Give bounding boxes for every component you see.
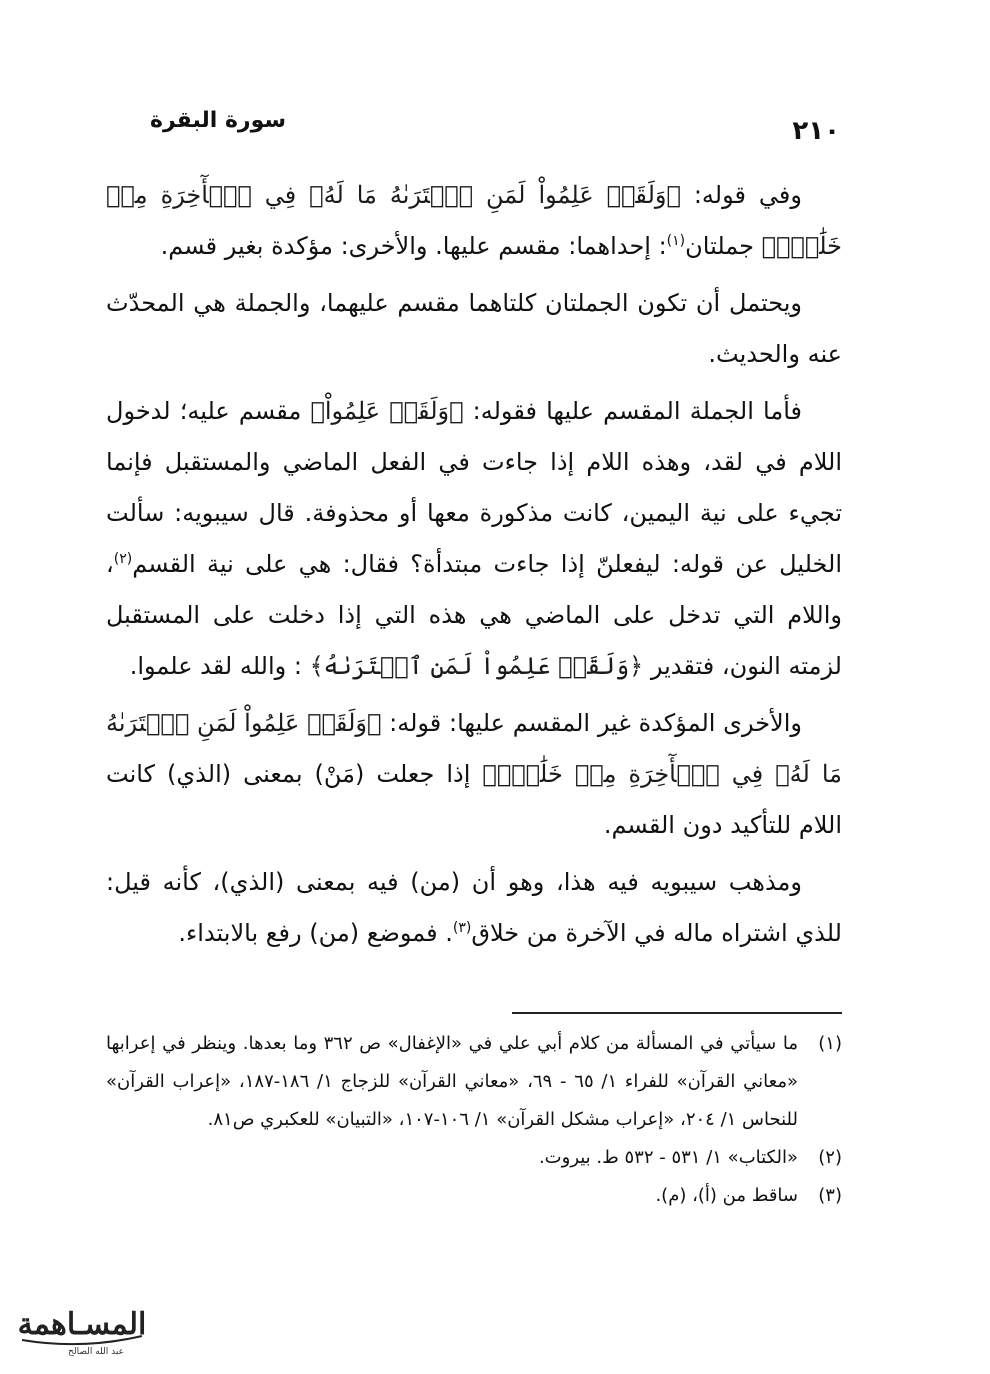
- calligraphy-stamp-logo: [12, 1288, 152, 1358]
- footnote-ref-1[interactable]: (١): [666, 233, 686, 249]
- p1-text-b: : إحداهما: مقسم عليها. والأخرى: مؤكدة بغير قسم.: [160, 232, 667, 260]
- footnote-3: [106, 1177, 842, 1215]
- quran-verse: ﴿وَلَقَدۡ عَلِمُواْ لَمَنِ ٱشۡتَرَىٰهُ مَا لَهُۥ فِي ٱلۡأٓخِرَةِ مِنۡ خَلَٰقٖۚ﴾: [106, 709, 843, 788]
- paragraph-2: ويحتمل أن تكون الجملتان كلتاهما مقسم عليهما، والجملة هي المحدّث عنه والحديث.: [106, 289, 842, 368]
- running-head: [150, 108, 840, 148]
- p3-text-b: مقسم عليه؛ لدخول اللام في لقد، وهذه اللام إذا جاءت في الفعل الماضي والمستقبل فإنما تجيء على نية اليمين، كانت مذكورة معها أو محذوفة. قال سيبويه: سألت الخليل عن قوله: ليفعلنّ إذا جاءت مبتدأة؟ فقال: هي على نية القسم: [106, 397, 842, 578]
- footnote-number: (١): [818, 1033, 842, 1054]
- paragraph-3: [106, 386, 842, 692]
- stamp-text: المسـاهمة: [17, 1307, 147, 1342]
- p5-text-b: . فموضع (من) رفع بالابتداء.: [178, 919, 453, 947]
- footnote-text: ساقط من (أ)، (م).: [655, 1185, 798, 1206]
- stamp-subtext: عبد الله الصالح: [68, 1347, 124, 1357]
- footnote-number: (٢): [818, 1147, 842, 1168]
- footnote-text: «الكتاب» ١/ ٥٣١ - ٥٣٢ ط. بيروت.: [538, 1147, 798, 1168]
- footnote-ref-3[interactable]: (٣): [452, 920, 472, 936]
- p4-text-a: والأخرى المؤكدة غير المقسم عليها: قوله:: [381, 709, 802, 737]
- p5-text-a: ومذهب سيبويه فيه هذا، وهو أن (من) فيه بمعنى (الذي)، كأنه قيل: للذي اشتراه ماله في الآخرة من خلاق: [106, 868, 842, 947]
- footnote-text: ما سيأتي في المسألة من كلام أبي علي في «الإغفال» ص ٣٦٢ وما بعدها. وينظر في إعرابها «معاني القرآن» للفراء ١/ ٦٥ - ٦٩، «معاني القرآن» للزجاج ١/ ١٨٦-١٨٧، «إعراب القرآن» للنحاس ١/ ٢٠٤، «إعراب مشكل القرآن» ١/ ١٠٦-١٠٧، «التبيان» للعكبري ص٨١.: [106, 1033, 798, 1130]
- main-text: [106, 170, 842, 965]
- page-number: ٢١٠: [792, 116, 840, 146]
- footnote-ref-2[interactable]: (٢): [113, 551, 133, 567]
- p4-text-b: إذا جعلت (مَنْ) بمعنى (الذي) كانت اللام للتأكيد دون القسم.: [106, 760, 842, 839]
- footnote-number: (٣): [818, 1185, 842, 1206]
- footnote-divider: [512, 1012, 842, 1014]
- paragraph-1: [106, 170, 842, 272]
- p1-text-a: جملتان: [685, 232, 762, 260]
- footnote-2: [106, 1139, 842, 1177]
- footnote-1: [106, 1025, 842, 1139]
- quran-verse: ﴿وَلَقَدۡ عَلِمُواْ﴾: [310, 397, 464, 425]
- paragraph-4: [106, 698, 842, 851]
- quran-verse: ﴿وَلَقَدۡ عَلِمُواْ لَمَنِ ٱشۡتَرَىٰهُ﴾: [309, 652, 644, 680]
- sura-title: سورة البقرة: [150, 108, 287, 133]
- p3-text-c: ، واللام التي تدخل على الماضي هي هذه التي إذا دخلت على المستقبل لزمته النون، فتقدير: [106, 550, 842, 680]
- quran-verse: ﴿وَلَقَدۡ عَلِمُواْ لَمَنِ ٱشۡتَرَىٰهُ مَا لَهُۥ فِي ٱلۡأٓخِرَةِ مِنۡ خَلَٰقٖۚ﴾: [106, 181, 842, 260]
- footnotes: [106, 1025, 842, 1215]
- paragraph-5: [106, 857, 842, 959]
- p3-text-a: فأما الجملة المقسم عليها فقوله:: [463, 397, 802, 425]
- p1-intro: وفي قوله:: [680, 181, 802, 209]
- p3-text-d: : والله لقد علموا.: [129, 652, 310, 680]
